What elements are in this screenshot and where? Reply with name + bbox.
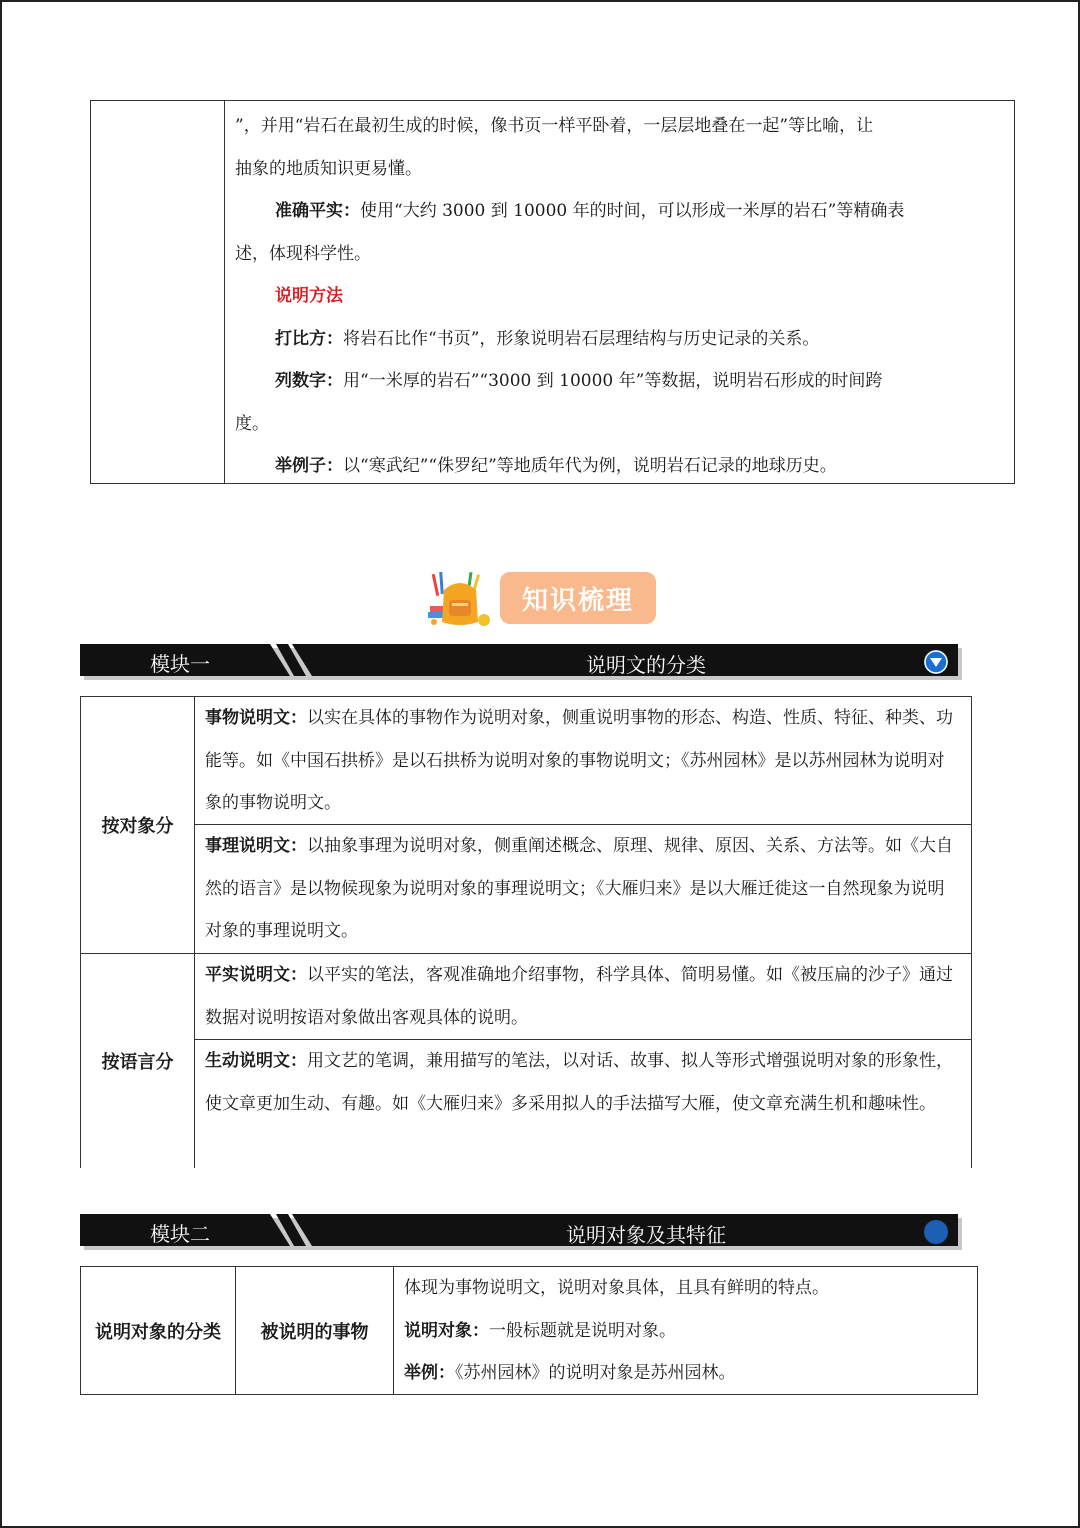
example-label: 举例：	[404, 1363, 455, 1383]
classification-table	[80, 696, 972, 1168]
features-content-cell	[225, 101, 1014, 483]
term-label: 事理说明文：	[205, 836, 307, 856]
term-label: 平实说明文：	[205, 965, 307, 985]
text-line: 体现为事物说明文，说明对象具体，且具有鲜明的特点。	[404, 1278, 829, 1298]
classification-cell	[195, 825, 972, 953]
circle-icon[interactable]	[924, 1220, 948, 1244]
object-table	[80, 1266, 978, 1395]
chevron-down-icon[interactable]	[924, 650, 948, 674]
module2-name: 模块二	[150, 1222, 210, 1246]
by-object-group	[81, 697, 972, 954]
numbers-label: 列数字：	[275, 371, 343, 391]
object-description-cell	[394, 1267, 977, 1394]
methods-heading: 说明方法	[275, 286, 343, 306]
term-text: 以平实的笔法，客观准确地介绍事物，科学具体、简明易懂。如《被压扁的沙子》通过数据对说明按语对象做出客观具体的说明。	[205, 965, 953, 1028]
group-label: 按语言分	[81, 954, 195, 1168]
analogy-text: 将岩石比作“书页”，形象说明岩石层理结构与历史记录的关系。	[343, 328, 820, 349]
group-label: 按对象分	[81, 697, 195, 953]
empty-label-cell	[91, 101, 225, 483]
term-label: 生动说明文：	[205, 1051, 307, 1071]
module2-bar	[80, 1214, 962, 1250]
writing-features-table	[90, 100, 1015, 484]
term-label: 事物说明文：	[205, 708, 307, 728]
term-text: 以抽象事理为说明对象，侧重阐述概念、原理、规律、原因、关系、方法等。如《大自然的语言》是以物候现象为说明对象的事理说明文；《大雁归来》是以大雁迁徙这一自然现象为说明对象的事理说明文。	[205, 836, 953, 942]
example-line	[404, 1352, 967, 1395]
object-text: 一般标题就是说明对象。	[489, 1320, 676, 1341]
classification-cell	[195, 697, 972, 825]
module1-name: 模块一	[150, 652, 210, 676]
accurate-label: 准确平实：	[275, 201, 360, 221]
knowledge-banner	[422, 568, 656, 628]
example-text: 以“寒武纪”“侏罗纪”等地质年代为例，说明岩石记录的地球历史。	[343, 456, 837, 476]
classification-cell	[195, 1040, 972, 1168]
by-language-group	[81, 954, 972, 1168]
accurate-text: 使用“大约 3000 到 10000 年的时间，可以形成一米厚的岩石”等精确表	[360, 201, 905, 221]
analogy-label: 打比方：	[275, 328, 343, 349]
text-line: 述，体现科学性。	[235, 243, 371, 264]
module1-bar	[80, 644, 962, 680]
object-line	[404, 1310, 967, 1353]
category-cell: 说明对象的分类	[81, 1267, 236, 1394]
term-text: 用文艺的笔调，兼用描写的笔法，以对话、故事、拟人等形式增强说明对象的形象性，使文章更加生动、有趣。如《大雁归来》多采用拟人的手法描写大雁，使文章充满生机和趣味性。	[205, 1051, 953, 1114]
example-paragraph	[235, 445, 1004, 488]
module2-title: 说明对象及其特征	[566, 1223, 726, 1247]
text-line: 抽象的地质知识更易懂。	[235, 158, 422, 179]
classification-cell	[195, 954, 972, 1040]
text-line: ”，并用“岩石在最初生成的时候，像书页一样平卧着，一层层地叠在一起”等比喻，让	[235, 116, 874, 136]
text-line: 度。	[235, 413, 269, 434]
example-label: 举例子：	[275, 456, 343, 476]
knowledge-label: 知识梳理	[500, 572, 656, 624]
term-text: 以实在具体的事物作为说明对象，侧重说明事物的形态、构造、性质、特征、种类、功能等。如《中国石拱桥》是以石拱桥为说明对象的事物说明文；《苏州园林》是以苏州园林为说明对象的事物说明文。	[205, 708, 953, 814]
numbers-paragraph	[235, 360, 1004, 403]
accurate-paragraph	[235, 190, 1004, 233]
analogy-paragraph	[235, 318, 1004, 361]
subcategory-cell: 被说明的事物	[236, 1267, 394, 1394]
example-text: 《苏州园林》的说明对象是苏州园林。	[455, 1363, 736, 1383]
module1-title: 说明文的分类	[586, 653, 706, 677]
numbers-text: 用“一米厚的岩石”“3000 到 10000 年”等数据，说明岩石形成的时间跨	[343, 371, 883, 391]
school-bag-icon	[422, 568, 498, 628]
object-label: 说明对象：	[404, 1320, 489, 1341]
